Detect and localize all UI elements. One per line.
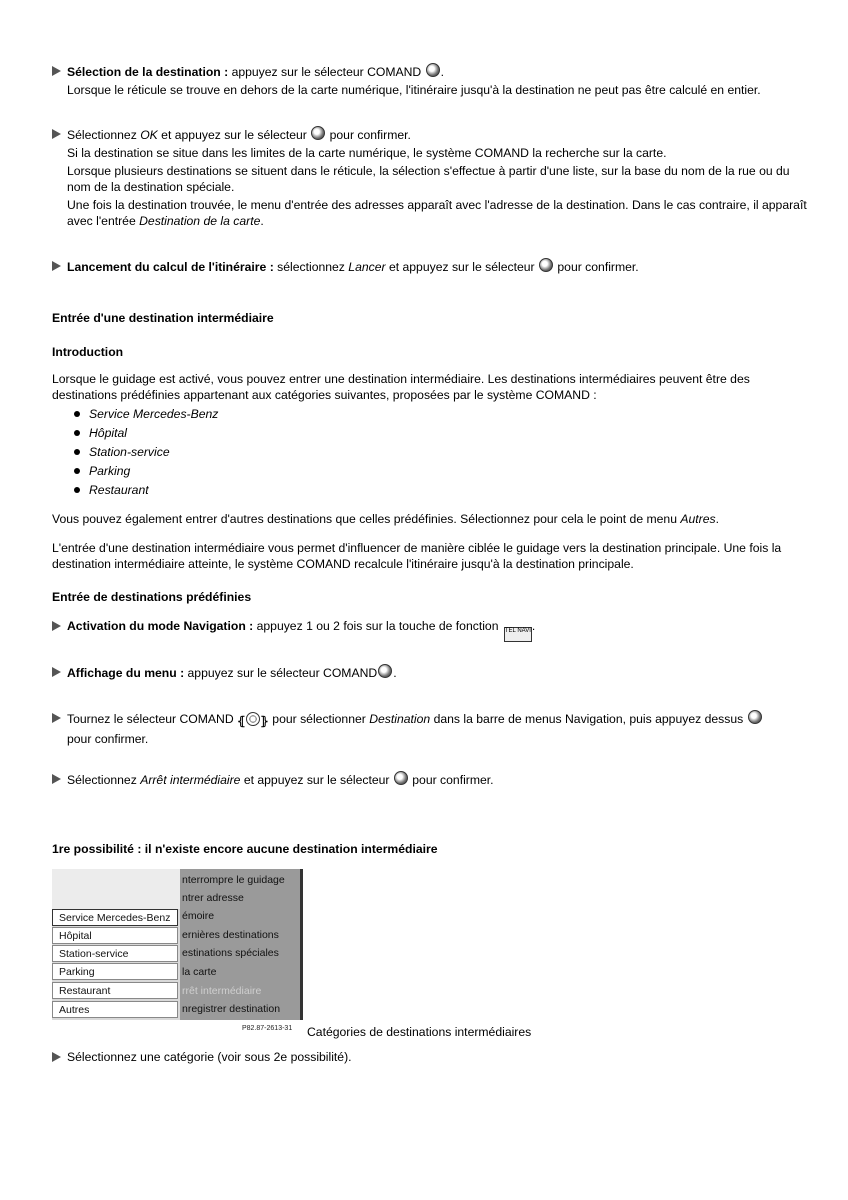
image-code: P82.87-2613-31 — [242, 1025, 293, 1032]
step-note-end: . — [260, 214, 264, 228]
scroll-bar — [300, 869, 303, 1020]
step-title: Affichage du menu : — [67, 666, 185, 680]
menu-item-lancer: Lancer — [348, 260, 386, 274]
step-text: et appuyez sur le sélecteur — [157, 128, 311, 142]
comand-knob-press-icon — [748, 710, 762, 724]
step-text: Sélectionnez une catégorie (voir sous 2e possibilité). — [67, 1050, 352, 1064]
intro-paragraph: Lorsque le guidage est activé, vous pouvez entrer une destination intermédiaire. Les destinations intermédiaires peuvent être des destinations prédéfinies appartenant aux catégories suivantes, proposées par le système COMAND : — [52, 372, 750, 402]
step-title: Sélection de la destination : — [67, 65, 229, 79]
step-text: pour confirmer. — [326, 128, 411, 142]
arrow-icon — [52, 1052, 61, 1062]
step-note: Lorsque plusieurs destinations se situent dans le réticule, la sélection s'effectue à partir d'une liste, sur la base du nom de la rue ou du nom de la destination spéciale. — [67, 164, 790, 194]
paragraph-text: Vous pouvez également entrer d'autres destinations que celles prédéfinies. Sélectionnez pour cela le point de menu — [52, 512, 681, 526]
step-route-calculation — [52, 258, 812, 277]
category-item: Hôpital — [52, 927, 178, 944]
category-item: Station-service — [52, 945, 178, 962]
step-text: pour confirmer. — [408, 773, 494, 787]
arrow-icon — [52, 713, 61, 723]
step-title: Lancement du calcul de l'itinéraire : — [67, 260, 274, 274]
comand-knob-press-icon — [539, 258, 553, 272]
step-note: Lorsque le réticule se trouve en dehors de la carte numérique, l'itinéraire jusqu'à la destination ne peut pas être calculé en entier. — [67, 83, 761, 97]
step-text: dans la barre de menus Navigation, puis appuyez dessus — [430, 712, 744, 726]
step-text: pour confirmer. — [67, 732, 149, 746]
step-select-category — [52, 1049, 812, 1067]
comand-knob-turn-icon: ⦃ ⦄ — [237, 714, 269, 728]
step-text: appuyez 1 ou 2 fois sur la touche de fonction — [253, 619, 499, 633]
arrow-icon — [52, 261, 61, 271]
comand-knob-press-icon — [311, 126, 325, 140]
category-panel — [52, 869, 180, 1020]
step-text: appuyez sur le sélecteur COMAND — [228, 65, 422, 79]
list-item: Station-service — [72, 443, 218, 462]
menu-item-arret: Arrêt intermédiaire — [140, 773, 241, 787]
step-destination-selection — [52, 63, 812, 100]
list-item: Hôpital — [72, 424, 218, 443]
panel-blank — [52, 869, 180, 909]
menu-item: nterrompre le guidage — [182, 874, 285, 886]
image-caption: Catégories de destinations intermédiaires — [307, 1025, 532, 1039]
step-text: et appuyez sur le sélecteur — [385, 260, 538, 274]
menu-item: estinations spéciales — [182, 947, 279, 959]
influence-paragraph: L'entrée d'une destination intermédiaire vous permet d'influencer de manière ciblée le guidage vers la destination principale. Une fois la destination intermédiaire atteinte, le système COMAND recalcule l'itinéraire jusqu'à la destination principale. — [52, 541, 782, 571]
menu-entry: Destination de la carte — [139, 214, 261, 228]
menu-item-destination: Destination — [369, 712, 431, 726]
menu-item: ntrer adresse — [182, 892, 244, 904]
section-heading: Entrée d'une destination intermédiaire — [52, 311, 274, 325]
step-text: sélectionnez — [273, 260, 349, 274]
arrow-icon — [52, 66, 61, 76]
step-select-stopover — [52, 771, 812, 790]
list-item: Restaurant — [72, 481, 218, 500]
menu-item-dimmed: rrêt intermédiaire — [182, 985, 262, 997]
step-text: pour confirmer. — [554, 260, 639, 274]
step-text: Tournez le sélecteur COMAND — [67, 712, 234, 726]
step-text: Sélectionnez — [67, 128, 141, 142]
category-item-selected: Service Mercedes-Benz — [52, 909, 178, 926]
step-turn-selector — [52, 710, 812, 749]
comand-knob-press-icon — [394, 771, 408, 785]
category-list — [72, 405, 218, 500]
step-note: Une fois la destination trouvée, le menu d'entrée des adresses apparaît avec l'adresse de la destination. Dans le cas contraire, il apparaît avec l'entrée — [67, 198, 807, 228]
section-subheading: Entrée de destinations prédéfinies — [52, 590, 252, 604]
menu-item: la carte — [182, 966, 217, 978]
section-subheading: Introduction — [52, 345, 124, 359]
arrow-icon — [52, 129, 61, 139]
menu-item-ok: OK — [140, 128, 158, 142]
tel-navi-key-icon: TEL NAVI — [504, 627, 532, 642]
step-note: Si la destination se situe dans les limites de la carte numérique, le système COMAND la recherche sur la carte. — [67, 146, 667, 160]
step-title: Activation du mode Navigation : — [67, 619, 254, 633]
list-item: Parking — [72, 462, 218, 481]
step-text-end: . — [531, 619, 536, 633]
menu-item: nregistrer destination — [182, 1003, 281, 1015]
arrow-icon — [52, 667, 61, 677]
step-select-ok — [52, 126, 812, 231]
paragraph-text-end: . — [715, 512, 719, 526]
comand-knob-press-icon — [426, 63, 440, 77]
step-text: appuyez sur le sélecteur COMAND — [184, 666, 378, 680]
step-text: Sélectionnez — [67, 773, 141, 787]
arrow-icon — [52, 621, 61, 631]
section-subheading: 1re possibilité : il n'existe encore aucune destination intermédiaire — [52, 842, 438, 856]
step-text: pour sélectionner — [268, 712, 370, 726]
category-item: Autres — [52, 1001, 178, 1018]
comand-knob-press-icon — [378, 664, 392, 678]
step-display-menu — [52, 664, 812, 683]
autres-paragraph — [52, 511, 802, 527]
category-item: Parking — [52, 963, 178, 980]
menu-item-autres: Autres — [680, 512, 716, 526]
step-text-end: . — [393, 666, 397, 680]
arrow-icon — [52, 774, 61, 784]
comand-screen-image — [52, 869, 303, 1020]
step-text: et appuyez sur le sélecteur — [240, 773, 393, 787]
menu-item: émoire — [182, 910, 215, 922]
destination-menu-panel — [180, 869, 303, 1020]
step-text-end: . — [440, 65, 445, 79]
step-activate-navigation — [52, 618, 812, 644]
menu-item: ernières destinations — [182, 929, 279, 941]
list-item: Service Mercedes-Benz — [72, 405, 218, 424]
category-item: Restaurant — [52, 982, 178, 999]
